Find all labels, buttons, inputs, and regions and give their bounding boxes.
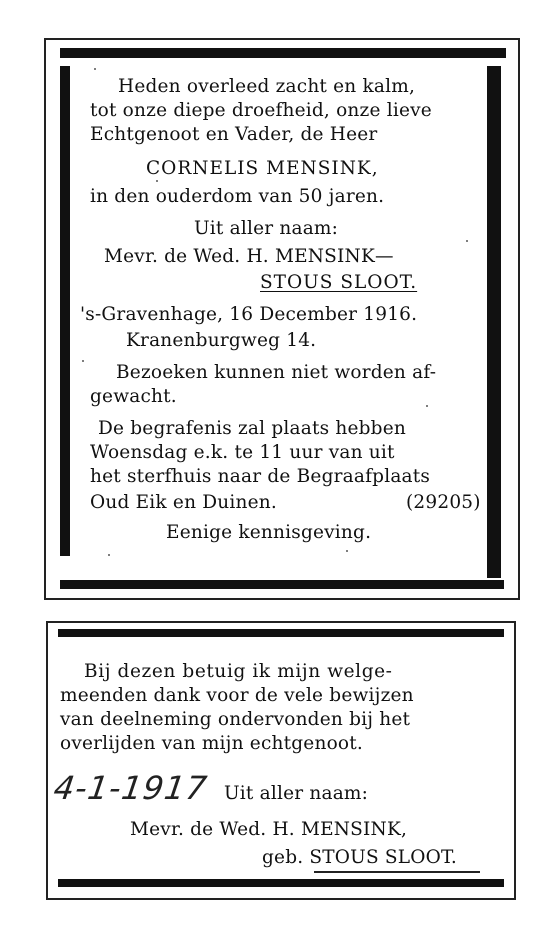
print-speck bbox=[108, 554, 110, 556]
print-speck bbox=[94, 68, 96, 70]
notice-line: gewacht. bbox=[90, 386, 177, 407]
bottom-border-bar bbox=[58, 879, 504, 887]
notice-line: in den ouderdom van 50 jaren. bbox=[90, 186, 385, 207]
signatory-maiden-name: STOUS SLOOT. bbox=[260, 272, 418, 293]
thank-you-notice bbox=[46, 621, 516, 900]
notice-line: het sterfhuis naar de Begraafplaats bbox=[90, 466, 431, 487]
notice-line: tot onze diepe droefheid, onze lieve bbox=[90, 100, 432, 121]
signature-underline bbox=[314, 871, 480, 873]
signatory-line: Mevr. de Wed. H. MENSINK, bbox=[130, 819, 408, 840]
print-speck bbox=[466, 240, 468, 242]
notice-line: Woensdag e.k. te 11 uur van uit bbox=[90, 442, 395, 463]
print-speck bbox=[426, 405, 428, 407]
notice-line: Bezoeken kunnen niet worden af- bbox=[116, 362, 437, 383]
notice-line: overlijden van mijn echtgenoot. bbox=[60, 733, 363, 754]
right-border-bar bbox=[487, 66, 501, 578]
handwritten-date: 4-1-1917 bbox=[51, 769, 210, 807]
notice-line: Eenige kennisgeving. bbox=[166, 522, 372, 543]
notice-line: Uit aller naam: bbox=[224, 783, 369, 804]
ad-number: (29205) bbox=[406, 492, 481, 513]
signatory-line: Mevr. de Wed. H. MENSINK— bbox=[104, 246, 394, 267]
notice-line: Heden overleed zacht en kalm, bbox=[118, 76, 416, 97]
print-speck bbox=[346, 550, 348, 552]
top-border-bar bbox=[60, 48, 506, 58]
notice-line: De begrafenis zal plaats hebben bbox=[98, 418, 406, 439]
print-speck bbox=[156, 180, 158, 182]
notice-line: meenden dank voor de vele bewijzen bbox=[60, 685, 414, 706]
notice-line: Oud Eik en Duinen. bbox=[90, 492, 277, 513]
signatory-maiden-name: geb. STOUS SLOOT. bbox=[262, 847, 457, 868]
place-date-line: 's-Gravenhage, 16 December 1916. bbox=[80, 304, 418, 325]
death-notice bbox=[44, 38, 520, 600]
bottom-border-bar bbox=[60, 580, 504, 589]
notice-line: Bij dezen betuig ik mijn welge- bbox=[84, 661, 393, 682]
deceased-name: CORNELIS MENSINK, bbox=[146, 158, 379, 179]
print-speck bbox=[82, 360, 84, 362]
left-border-bar bbox=[60, 66, 70, 556]
notice-line: Uit aller naam: bbox=[194, 218, 339, 239]
notice-line: van deelneming ondervonden bij het bbox=[60, 709, 411, 730]
address-line: Kranenburgweg 14. bbox=[126, 330, 317, 351]
top-border-bar bbox=[58, 629, 504, 637]
notice-line: Echtgenoot en Vader, de Heer bbox=[90, 124, 378, 145]
